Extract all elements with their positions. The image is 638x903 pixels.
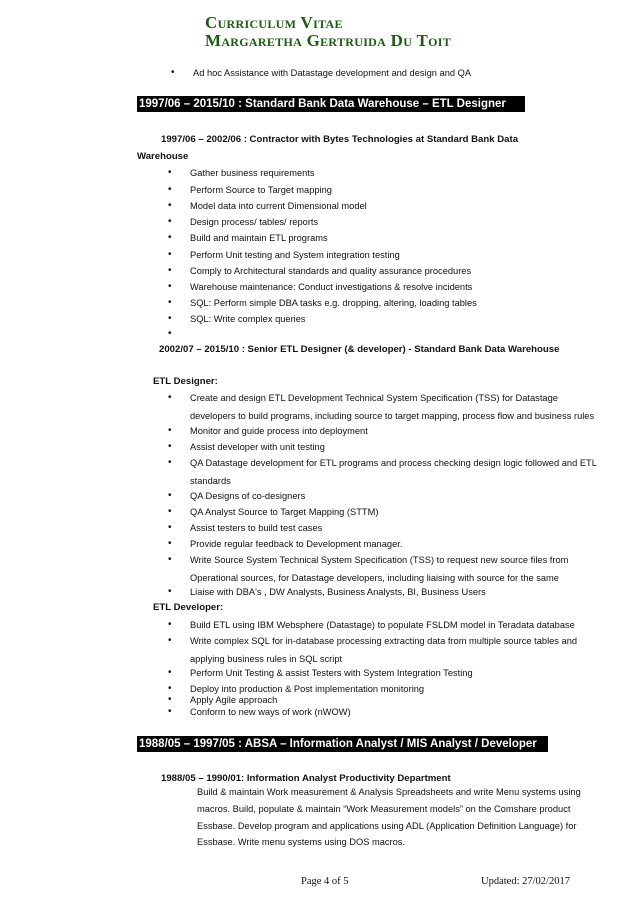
list-item: • Build ETL using IBM Websphere (Datastage) to populate FSLDM model in Teradata database bbox=[190, 619, 575, 631]
list-item: • Monitor and guide process into deployment bbox=[190, 425, 368, 437]
list-item-line: • Create and design ETL Development Technical System Specification (TSS) for Datastage bbox=[190, 393, 558, 403]
list-item bbox=[190, 457, 597, 487]
list-item: • Liaise with DBA's , DW Analysts, Business Analysts, BI, Business Users bbox=[190, 586, 486, 598]
list-item-line: applying business rules in SQL script bbox=[190, 654, 343, 664]
etl-designer-label: ETL Designer: bbox=[153, 376, 218, 387]
list-item bbox=[190, 635, 577, 665]
list-item: • Gather business requirements bbox=[190, 167, 315, 179]
list-item: • QA Analyst Source to Target Mapping (STTM) bbox=[190, 506, 378, 518]
list-item: • Model data into current Dimensional model bbox=[190, 200, 367, 212]
list-item: • Warehouse maintenance: Conduct investigations & resolve incidents bbox=[190, 281, 472, 293]
list-item: • Perform Source to Target mapping bbox=[190, 184, 332, 196]
list-item: • Perform Unit testing and System integration testing bbox=[190, 249, 400, 261]
paragraph-line: macros. Build, populate & maintain “Work Measurement models” on the Comshare product bbox=[197, 804, 571, 814]
cv-name: Margaretha Gertruida Du Toit bbox=[205, 31, 451, 50]
list-item bbox=[190, 392, 594, 422]
section-heading-absa: 1988/05 – 1997/05 : ABSA – Information Analyst / MIS Analyst / Developer bbox=[137, 736, 548, 752]
list-item-line: • QA Datastage development for ETL programs and process checking design logic followed and ETL bbox=[190, 458, 597, 468]
paragraph-line: Essbase. Write menu systems using DOS macros. bbox=[197, 837, 406, 847]
list-item-line: standards bbox=[190, 476, 231, 486]
list-item bbox=[190, 554, 568, 584]
absa-sub-heading: 1988/05 – 1990/01: Information Analyst Productivity Department bbox=[161, 773, 451, 784]
list-item: • Perform Unit Testing & assist Testers with System Integration Testing bbox=[190, 667, 473, 679]
list-item: • QA Designs of co-designers bbox=[190, 490, 305, 502]
list-item: • Design process/ tables/ reports bbox=[190, 216, 318, 228]
list-item: • Comply to Architectural standards and quality assurance procedures bbox=[190, 265, 471, 277]
contract-heading-cont: Warehouse bbox=[137, 151, 189, 162]
paragraph-line: Build & maintain Work measurement & Analysis Spreadsheets and write Menu systems using bbox=[197, 787, 581, 797]
contract-heading: 1997/06 – 2002/06 : Contractor with Bytes Technologies at Standard Bank Data bbox=[161, 134, 519, 145]
page-number: Page 4 of 5 bbox=[301, 876, 349, 887]
list-item: • Apply Agile approach bbox=[190, 694, 277, 706]
paragraph-line: Essbase. Develop program and applications using ADL (Application Definition Language) for bbox=[197, 821, 577, 831]
cv-header bbox=[205, 14, 451, 50]
list-item: • SQL: Perform simple DBA tasks e.g. dropping, altering, loading tables bbox=[190, 297, 477, 309]
list-item: • Conform to new ways of work (nWOW) bbox=[190, 706, 351, 718]
etl-developer-label: ETL Developer: bbox=[153, 602, 224, 613]
list-item-line: developers to build programs, including source to target mapping, process flow and business rules bbox=[190, 411, 595, 421]
updated-date: Updated: 27/02/2017 bbox=[481, 876, 570, 887]
senior-heading: 2002/07 – 2015/10 : Senior ETL Designer (& developer) - Standard Bank Data Warehouse bbox=[159, 344, 560, 355]
section-heading-standard-bank: 1997/06 – 2015/10 : Standard Bank Data Warehouse – ETL Designer bbox=[137, 96, 525, 112]
list-item-line: • Write complex SQL for in-database processing extracting data from multiple source tables and bbox=[190, 636, 578, 646]
list-item: • Assist developer with unit testing bbox=[190, 441, 325, 453]
list-item: • Build and maintain ETL programs bbox=[190, 232, 328, 244]
list-item: • Deploy into production & Post implementation monitoring bbox=[190, 683, 424, 695]
cv-title: Curriculum Vitae bbox=[205, 13, 343, 32]
list-item: • SQL: Write complex queries bbox=[190, 313, 306, 325]
list-item-line: • Write Source System Technical System Specification (TSS) to request new source files from bbox=[190, 555, 569, 565]
intro-bullet: • Ad hoc Assistance with Datastage development and design and QA bbox=[193, 67, 471, 79]
list-item: • Assist testers to build test cases bbox=[190, 522, 322, 534]
empty-bullet: • bbox=[168, 328, 172, 339]
list-item: • Provide regular feedback to Development manager. bbox=[190, 538, 402, 550]
list-item-line: Operational sources, for Datastage developers, including liaising with source for the same bbox=[190, 573, 559, 583]
